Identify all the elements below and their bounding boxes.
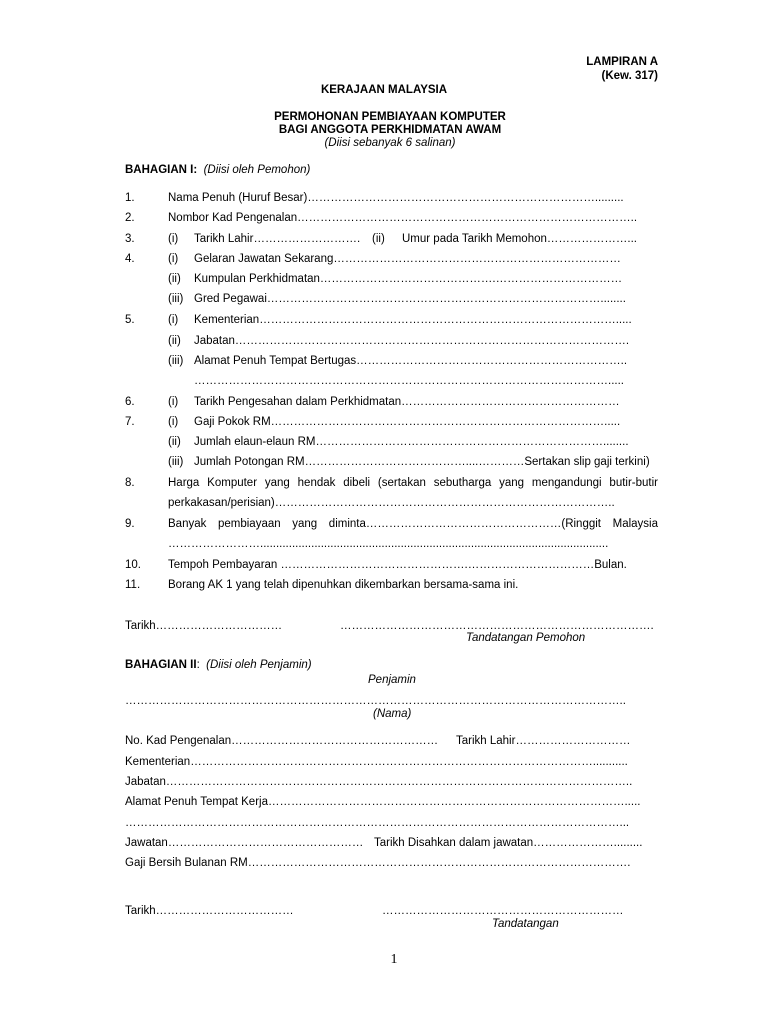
ministry-field[interactable]: Kementerian…………………………………………………………………………………..... (194, 314, 632, 326)
confirmation-date-field[interactable]: Tarikh Pengesahan dalam Perkhidmatan………………………………………………… (194, 396, 620, 408)
guarantor-signature-line[interactable]: ……………………………………………………… (382, 905, 624, 917)
guarantor-department-field[interactable]: Jabatan………………………………………………………………………………………………………….. (125, 776, 633, 788)
applicant-date-field[interactable]: Tarikh…………………………… (125, 620, 283, 632)
computer-price-field[interactable]: Harga Komputer yang hendak dibeli (sertakan sebutharga yang mengandungi butir-butir (168, 477, 658, 489)
applicant-signature-line[interactable]: ………………………………………………………………………. (340, 620, 654, 632)
guarantor-net-salary-field[interactable]: Gaji Bersih Bulanan RM………………………………………………………………………………………. (125, 857, 631, 869)
sub-item-number: (iii) (168, 293, 184, 305)
item-number: 1. (125, 192, 135, 204)
part2-note: (Diisi oleh Penjamin) (206, 659, 312, 671)
work-address-field[interactable]: Alamat Penuh Tempat Bertugas…………………………………………………………….. (194, 355, 628, 367)
guarantor-confirmation-date-field[interactable]: Tarikh Disahkan dalam jawatan…………………......... (374, 837, 643, 849)
item-number: 7. (125, 416, 135, 428)
allowances-field[interactable]: Jumlah elaun-elaun RM…………………………………………………………………........ (194, 436, 629, 448)
guarantor-address-field[interactable]: Alamat Penuh Tempat Kerja…………………………………………………………………………………..... (125, 796, 641, 808)
item-number: 10. (125, 559, 141, 571)
guarantor-label: Penjamin (368, 674, 416, 686)
guarantor-date-field[interactable]: Tarikh……………………………… (125, 905, 294, 917)
lampiran-label: LAMPIRAN A (586, 56, 658, 68)
birth-date-field[interactable]: Tarikh Lahir………………………. (194, 233, 361, 245)
guarantor-name-caption: (Nama) (373, 708, 412, 720)
item-number: 2. (125, 212, 135, 224)
repayment-period-field[interactable]: Tempoh Pembayaran ………………………………………….……………………………Bulan. (168, 559, 627, 571)
item-number: 4. (125, 253, 135, 265)
item-number: 8. (125, 477, 135, 489)
sub-item-number: (i) (168, 314, 179, 326)
sub-item-number: (i) (168, 253, 179, 265)
age-field[interactable]: Umur pada Tarikh Memohon…………………... (402, 233, 637, 245)
deductions-field[interactable]: Jumlah Potongan RM……………………………………....…………Sertakan slip gaji terkini) (194, 456, 650, 468)
sub-item-number: (i) (168, 233, 179, 245)
copies-note: (Diisi sebanyak 6 salinan) (324, 137, 456, 149)
guarantor-ic-field[interactable]: No. Kad Pengenalan……………………………………………… (125, 735, 439, 747)
applicant-signature-caption: Tandatangan Pemohon (466, 632, 586, 644)
full-name-field[interactable]: Nama Penuh (Huruf Besar)…………………………………………………………………......... (168, 192, 624, 204)
guarantor-birth-date-field[interactable]: Tarikh Lahir………………………… (456, 735, 631, 747)
sub-item-number: (iii) (168, 456, 184, 468)
item-number: 6. (125, 396, 135, 408)
part1-note: (Diisi oleh Pemohon) (203, 164, 311, 176)
guarantor-address-field-line2[interactable]: …………………………………………………………………………………………………………………... (125, 817, 630, 829)
government-title: KERAJAAN MALAYSIA (320, 84, 448, 96)
part2-header (125, 658, 312, 672)
loan-amount-field[interactable]: Banyak pembiayaan yang diminta……………………………………………(Ringgit Malaysia (168, 518, 658, 530)
sub-item-number: (i) (168, 416, 179, 428)
ak1-attachment-note: Borang AK 1 yang telah dipenuhkan dikembarkan bersama-sama ini. (168, 579, 519, 591)
item-number: 3. (125, 233, 135, 245)
item-number: 11. (125, 579, 141, 591)
sub-item-number: (ii) (372, 233, 385, 245)
sub-item-number: (ii) (168, 273, 181, 285)
kew-label: (Kew. 317) (601, 70, 658, 82)
part2-heading: BAHAGIAN II (125, 659, 197, 671)
sub-item-number: (iii) (168, 355, 184, 367)
part1-heading: BAHAGIAN I: (125, 164, 198, 176)
guarantor-signature-caption: Tandatangan (492, 918, 559, 930)
item-number: 5. (125, 314, 135, 326)
form-title-line1: PERMOHONAN PEMBIAYAAN KOMPUTER (274, 111, 506, 123)
work-address-field-line2[interactable]: ………………………………………………………………………………………………..... (194, 375, 624, 387)
guarantor-position-field[interactable]: Jawatan…………………………………………… (125, 837, 364, 849)
grade-field[interactable]: Gred Pegawai……………………………………………………………………………........ (194, 293, 626, 305)
sub-item-number: (i) (168, 396, 179, 408)
loan-amount-words-field[interactable]: ……………………............................................................................................................. (168, 538, 609, 550)
page-number: 1 (390, 952, 398, 967)
part1-header (125, 163, 310, 177)
ic-number-field[interactable]: Nombor Kad Pengenalan…………………………………………………………………………….. (168, 212, 638, 224)
computer-price-field-line2[interactable]: perkakasan/perisian)…………………………………………………………………………….. (168, 497, 615, 509)
basic-salary-field[interactable]: Gaji Pokok RM……………………………………………………………………………..... (194, 416, 621, 428)
form-title-line2: BAGI ANGGOTA PERKHIDMATAN AWAM (278, 124, 502, 136)
part2-colon: : (196, 659, 200, 671)
guarantor-name-line[interactable]: ………………………………………………………………………………………………………………….. (125, 695, 626, 707)
item-number: 9. (125, 518, 135, 530)
sub-item-number: (ii) (168, 335, 181, 347)
department-field[interactable]: Jabatan…………………………………………………………………………………………. (194, 335, 630, 347)
guarantor-ministry-field[interactable]: Kementerian……………………………………………………………………………………………........... (125, 756, 628, 768)
job-title-field[interactable]: Gelaran Jawatan Sekarang………………………………………………………………… (194, 253, 621, 265)
sub-item-number: (ii) (168, 436, 181, 448)
service-group-field[interactable]: Kumpulan Perkhidmatan……………………………………….…………………………… (194, 273, 623, 285)
